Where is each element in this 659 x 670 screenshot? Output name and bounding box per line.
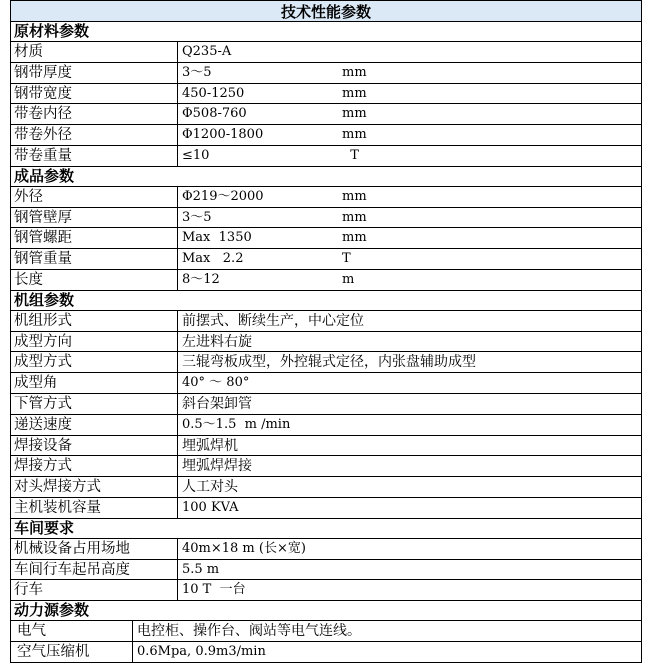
section-heading: 车间要求 [11,519,641,539]
param-value: Φ508-760 [182,106,247,122]
param-value: 埋弧焊机 [182,437,238,454]
param-label: 钢带宽度 [11,84,178,104]
table-row [11,208,641,229]
param-label: 主机装机容量 [11,498,178,518]
param-value: Φ219～2000 [182,188,264,204]
param-value: 40m×18 m (长×宽) [182,540,306,556]
param-value: Max 1350 [182,230,252,246]
param-label: 钢带厚度 [11,63,178,83]
param-label: 行车 [11,580,178,600]
param-value: 0.6Mpa, 0.9m3/min [137,643,266,659]
table-row [11,642,641,663]
param-value: 人工对头 [182,479,238,496]
table-row [11,228,641,249]
param-unit [342,42,641,62]
table-row [11,621,641,642]
param-label: 成型角 [11,373,178,393]
table-row [11,84,641,105]
param-label: 焊接方式 [11,456,178,476]
param-value: 电控柜、操作台、阀站等电气连线。 [137,623,361,640]
table-row [11,373,641,394]
param-value: Q235-A [182,44,232,59]
param-value: 左进料右旋 [182,333,252,350]
param-label: 机械设备占用场地 [11,539,178,559]
table-row [11,352,641,373]
param-value: 3～5 [182,64,212,80]
param-value: 3～5 [182,209,212,225]
param-label: 车间行车起吊高度 [11,560,178,580]
table-row [11,394,641,415]
section-workshop [10,519,642,601]
table-row [11,560,641,581]
table-row [11,580,641,601]
param-label: 材质 [11,42,178,62]
table-row [11,332,641,353]
sheet-title: 技术性能参数 [10,0,642,22]
section-power [10,601,642,663]
table-row [11,125,641,146]
param-unit: mm [342,106,367,122]
param-label: 成型方向 [11,332,178,352]
param-unit: mm [342,64,367,80]
param-label: 空气压缩机 [11,642,133,662]
table-row [11,249,641,270]
table-row [11,415,641,436]
section-heading: 机组参数 [11,291,641,311]
param-value: ≤10 [182,147,210,163]
table-row [11,498,641,519]
section-unit-params [10,291,642,519]
param-label: 焊接设备 [11,436,178,456]
table-row [11,539,641,560]
section-finished-product [10,167,642,291]
param-unit: m [342,271,355,287]
param-unit: mm [342,209,367,225]
table-row [11,104,641,125]
param-label: 电气 [11,621,133,641]
param-value: Φ1200-1800 [182,127,264,143]
table-row [11,270,641,291]
table-row [11,187,641,208]
section-heading: 成品参数 [11,167,641,187]
param-value: 100 KVA [182,499,239,515]
param-unit: mm [342,127,367,143]
param-label: 机组形式 [11,311,178,331]
param-value: 8～12 [182,271,220,287]
param-label: 递送速度 [11,415,178,435]
table-row [11,42,641,63]
section-raw-material [10,22,642,167]
param-label: 成型方式 [11,352,178,372]
param-value: 450-1250 [182,85,245,101]
param-value: 前摆式、断续生产，中心定位 [182,312,364,329]
param-label: 长度 [11,270,178,290]
param-unit: T [342,147,359,163]
param-value: 埋弧焊焊接 [182,458,252,475]
param-value: 40° ～ 80° [182,375,250,391]
param-value: 10 T 一台 [182,582,246,598]
param-label: 钢管重量 [11,249,178,269]
param-value: 5.5 m [182,561,220,577]
param-value: 斜台架卸管 [182,395,252,412]
table-row [11,477,641,498]
param-value: Max 2.2 [182,251,244,267]
param-value: 0.5～1.5 m /min [182,416,291,432]
param-label: 钢管螺距 [11,228,178,248]
table-row [11,436,641,457]
param-label: 带卷重量 [11,146,178,166]
table-row [11,63,641,84]
param-unit: mm [342,188,367,204]
param-unit: mm [342,85,367,101]
table-row [11,146,641,167]
param-value: 三辊弯板成型，外控辊式定径，内张盘辅助成型 [182,354,476,371]
section-heading: 动力源参数 [11,601,641,621]
table-row [11,311,641,332]
param-label: 带卷内径 [11,104,178,124]
section-heading: 原材料参数 [11,22,641,42]
param-label: 带卷外径 [11,125,178,145]
param-label: 对头焊接方式 [11,477,178,497]
table-row [11,456,641,477]
spec-sheet [10,0,642,663]
param-unit: T [342,251,351,267]
param-label: 外径 [11,187,178,207]
param-label: 钢管壁厚 [11,208,178,228]
param-unit: mm [342,230,367,246]
param-label: 下管方式 [11,394,178,414]
